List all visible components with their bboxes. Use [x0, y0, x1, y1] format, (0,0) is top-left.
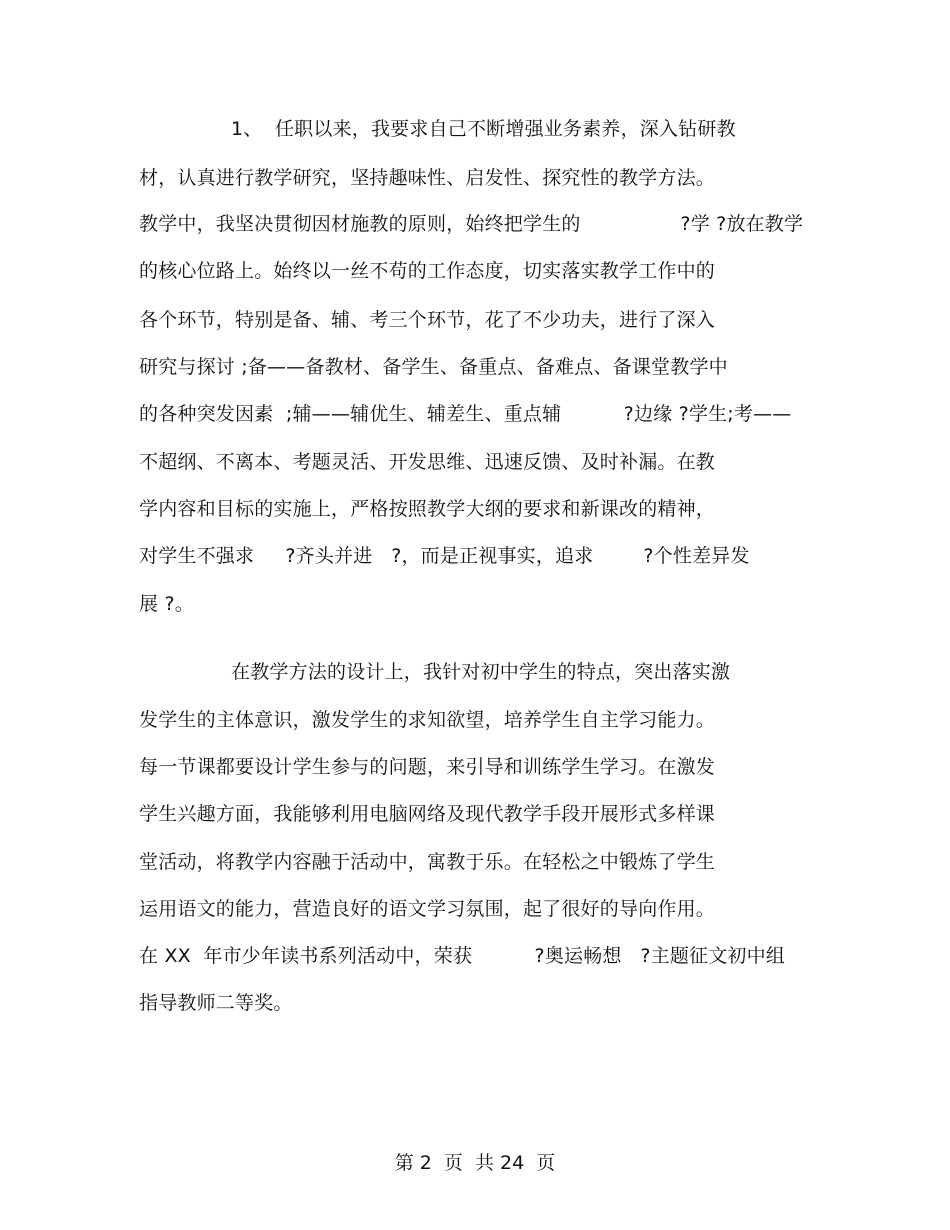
- paragraph-1-line-9: 学内容和目标的实施上，严格按照教学大纲的要求和新课改的精神，: [139, 498, 716, 520]
- page-number-footer: 第 2 页 共 24 页: [394, 1152, 556, 1174]
- paragraph-2-line-2: 发学生的主体意识，激发学生的求知欲望，培养学生自主学习能力。: [139, 709, 716, 731]
- paragraph-1-line-6: 研究与探讨 ;备——备教材、备学生、备重点、备难点、备课堂教学中: [139, 356, 728, 378]
- paragraph-2-line-7: 在 XX 年市少年读书系列活动中，荣获 ?奥运畅想 ?主题征文初中组: [139, 945, 786, 967]
- paragraph-2-line-3: 每一节课都要设计学生参与的问题，来引导和训练学生学习。在激发: [139, 756, 716, 778]
- paragraph-1-line-11: 展 ?。: [139, 593, 194, 615]
- paragraph-1-line-10: 对学生不强求 ?齐头并进 ?，而是正视事实，追求 ?个性差异发: [139, 545, 750, 567]
- paragraph-2-line-8: 指导教师二等奖。: [139, 992, 293, 1014]
- paragraph-1-line-7: 的各种突发因素 ;辅——辅优生、辅差生、重点辅 ?边缘 ?学生;考——: [139, 403, 792, 425]
- paragraph-1-line-3: 教学中，我坚决贯彻因材施教的原则，始终把学生的 ?学 ?放在教学: [139, 213, 804, 235]
- paragraph-2-line-6: 运用语文的能力，营造良好的语文学习氛围，起了很好的导向作用。: [139, 898, 716, 920]
- paragraph-1-line-8: 不超纲、不离本、考题灵活、开发思维、迅速反馈、及时补漏。在教: [139, 451, 716, 473]
- paragraph-1-line-4: 的核心位路上。始终以一丝不苟的工作态度，切实落实教学工作中的: [139, 260, 716, 282]
- paragraph-1-line-1: 1、 任职以来，我要求自己不断增强业务素养，深入钻研教: [231, 118, 736, 140]
- paragraph-1-line-5: 各个环节，特别是备、辅、考三个环节，花了不少功夫，进行了深入: [139, 309, 716, 331]
- paragraph-2-line-1: 在教学方法的设计上，我针对初中学生的特点，突出落实激: [231, 661, 731, 683]
- paragraph-2-line-5: 堂活动，将教学内容融于活动中，寓教于乐。在轻松之中锻炼了学生: [139, 851, 716, 873]
- paragraph-1-line-2: 材，认真进行教学研究，坚持趣味性、启发性、探究性的教学方法。: [139, 167, 716, 189]
- paragraph-2-line-4: 学生兴趣方面，我能够利用电脑网络及现代教学手段开展形式多样课: [139, 803, 716, 825]
